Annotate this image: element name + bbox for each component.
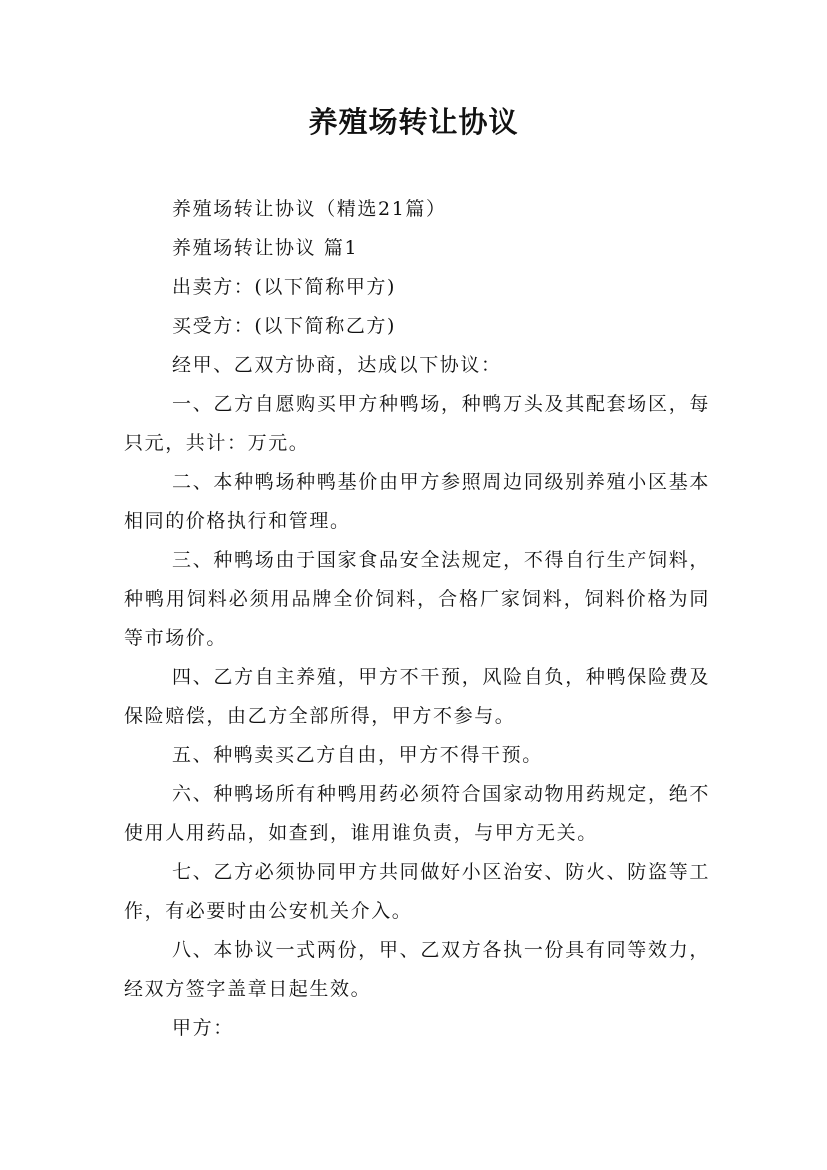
document-title: 养殖场转让协议 [308,105,519,139]
paragraph: 四、乙方自主养殖，甲方不干预，风险自负，种鸭保险费及保险赔偿，由乙方全部所得，甲方不参与。 [124,666,710,727]
paragraph: 经甲、乙双方协商，达成以下协议： [172,354,502,376]
paragraph: 出卖方：(以下简称甲方) [172,276,397,298]
paragraph: 六、种鸭场所有种鸭用药必须符合国家动物用药规定，绝不使用人用药品，如查到，谁用谁负责，与甲方无关。 [124,783,710,844]
paragraph: 八、本协议一式两份，甲、乙双方各执一份具有同等效力，经双方签字盖章日起生效。 [124,939,710,1000]
paragraph: 三、种鸭场由于国家食品安全法规定，不得自行生产饲料，种鸭用饲料必须用品牌全价饲料，合格厂家饲料，饲料价格为同等市场价。 [124,549,710,649]
document-body [124,190,710,1048]
paragraph: 二、本种鸭场种鸭基价由甲方参照周边同级别养殖小区基本相同的价格执行和管理。 [124,471,710,532]
paragraph: 五、种鸭卖买乙方自由，甲方不得干预。 [172,744,543,766]
paragraph: 一、乙方自愿购买甲方种鸭场，种鸭万头及其配套场区，每只元，共计：万元。 [124,393,710,454]
paragraph: 养殖场转让协议（精选21篇） [172,198,447,220]
paragraph: 七、乙方必须协同甲方共同做好小区治安、防火、防盗等工作，有必要时由公安机关介入。 [124,861,710,922]
paragraph: 买受方：(以下简称乙方) [172,315,397,337]
paragraph: 甲方： [172,1017,234,1039]
paragraph: 养殖场转让协议 篇1 [172,237,359,259]
